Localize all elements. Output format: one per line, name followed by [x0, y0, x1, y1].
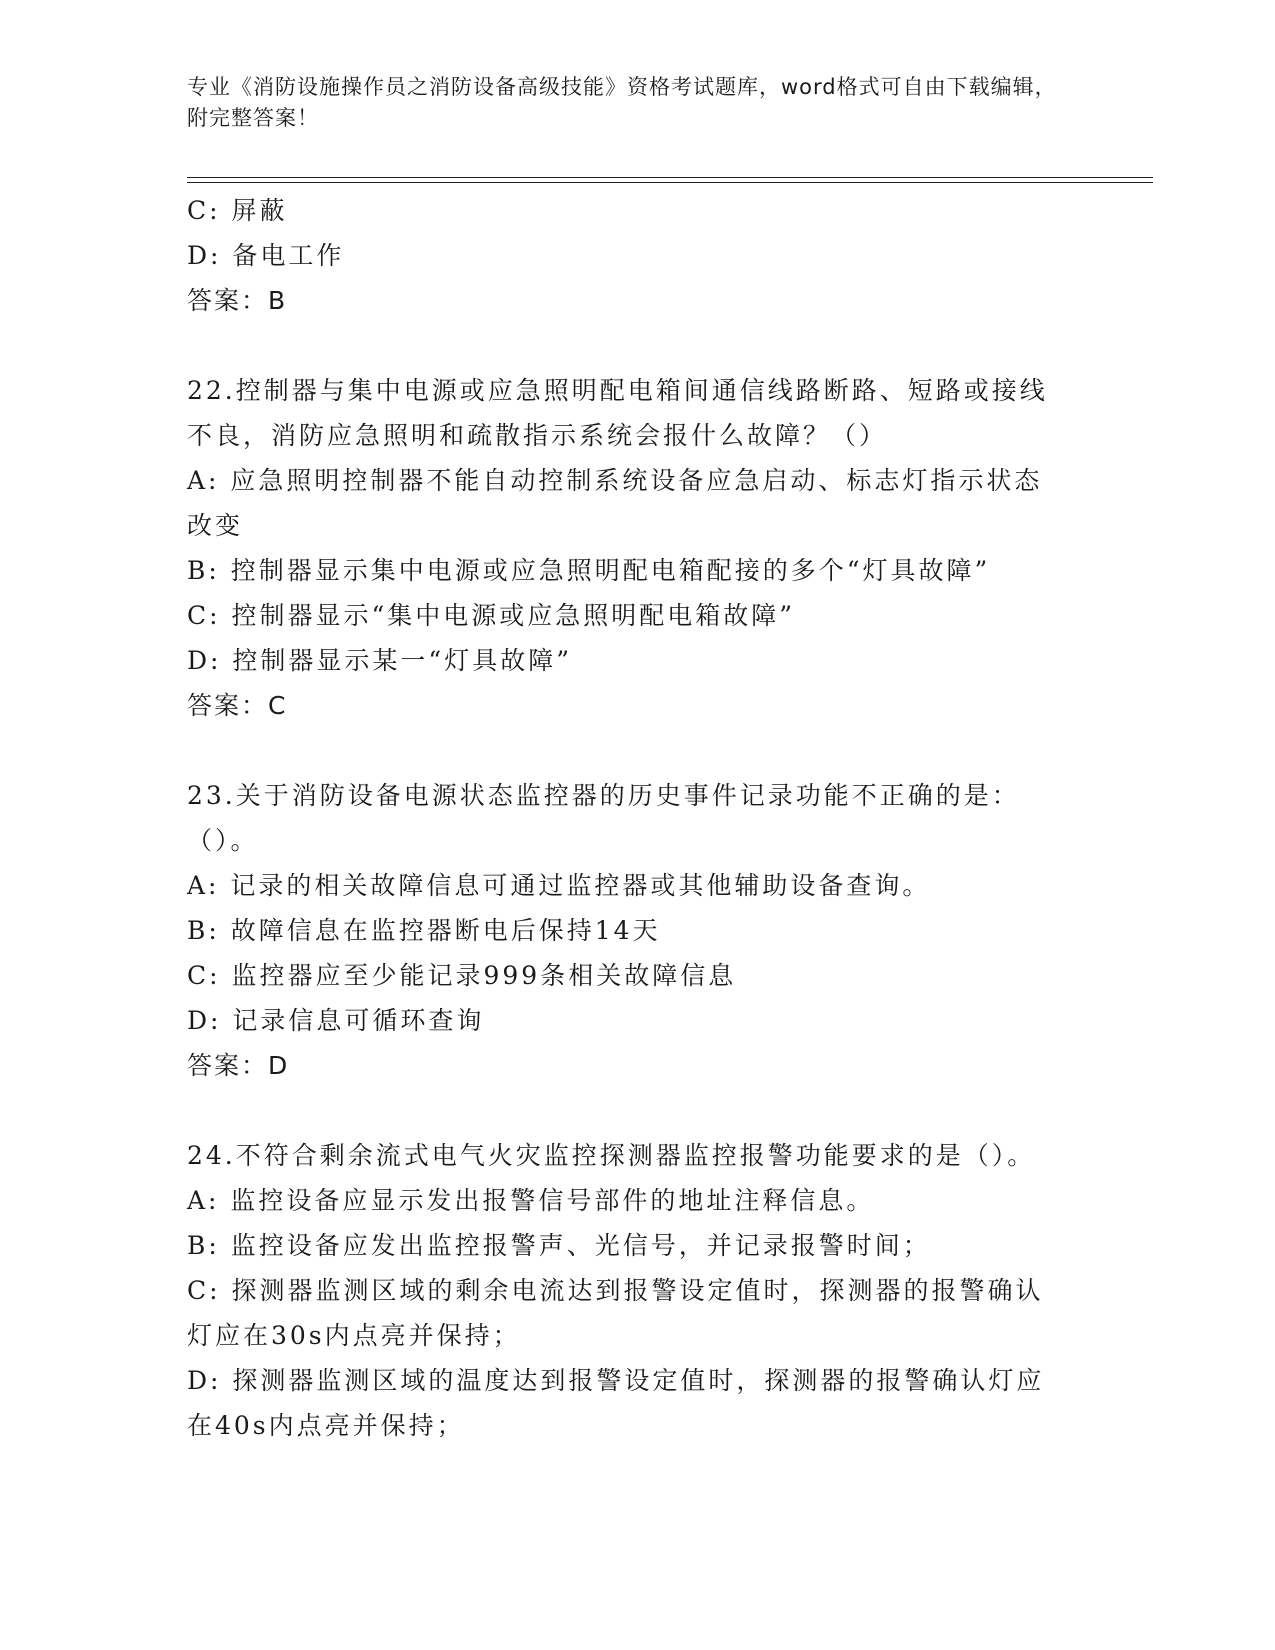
- question-24: [187, 1133, 1067, 1448]
- answer: 答案：C: [187, 691, 288, 720]
- option-b: B: 故障信息在监控器断电后保持14天: [187, 916, 661, 945]
- option-a: A: 应急照明控制器不能自动控制系统设备应急启动、标志灯指示状态改变: [187, 466, 1043, 540]
- option-c: C: 控制器显示“集中电源或应急照明配电箱故障”: [187, 601, 796, 630]
- answer: 答案：B: [187, 286, 288, 315]
- option-a: A: 记录的相关故障信息可通过监控器或其他辅助设备查询。: [187, 871, 931, 900]
- option-a: A: 监控设备应显示发出报警信号部件的地址注释信息。: [187, 1186, 875, 1215]
- document-body: [187, 188, 1067, 1448]
- page-header: 专业《消防设施操作员之消防设备高级技能》资格考试题库，word格式可自由下载编辑，附完整答案！: [187, 75, 1057, 130]
- option-d: D: 探测器监测区域的温度达到报警设定值时，探测器的报警确认灯应在40s内点亮并保持；: [187, 1366, 1045, 1440]
- question-stem: 23.关于消防设备电源状态监控器的历史事件记录功能不正确的是：（）。: [187, 781, 1020, 855]
- question-stem: 22.控制器与集中电源或应急照明配电箱间通信线路断路、短路或接线不良，消防应急照明和疏散指示系统会报什么故障？（）: [187, 376, 1048, 450]
- header-rule-bottom: [187, 182, 1153, 183]
- question-21-continued: [187, 188, 1067, 323]
- answer: 答案：D: [187, 1051, 290, 1080]
- header-rule-top: [187, 177, 1153, 178]
- option-c: C: 探测器监测区域的剩余电流达到报警设定值时，探测器的报警确认灯应在30s内点亮并保持；: [187, 1276, 1044, 1350]
- option-c: C: 监控器应至少能记录999条相关故障信息: [187, 961, 737, 990]
- option-b: B: 监控设备应发出监控报警声、光信号，并记录报警时间；: [187, 1231, 931, 1260]
- question-stem: 24.不符合剩余流式电气火灾监控探测器监控报警功能要求的是（）。: [187, 1141, 1036, 1170]
- question-23: [187, 773, 1067, 1088]
- option-d: D: 控制器显示某一“灯具故障”: [187, 646, 572, 675]
- option-c: C: 屏蔽: [187, 196, 288, 225]
- option-d: D: 备电工作: [187, 241, 345, 270]
- question-22: [187, 368, 1067, 728]
- option-b: B: 控制器显示集中电源或应急照明配电箱配接的多个“灯具故障”: [187, 556, 991, 585]
- option-d: D: 记录信息可循环查询: [187, 1006, 485, 1035]
